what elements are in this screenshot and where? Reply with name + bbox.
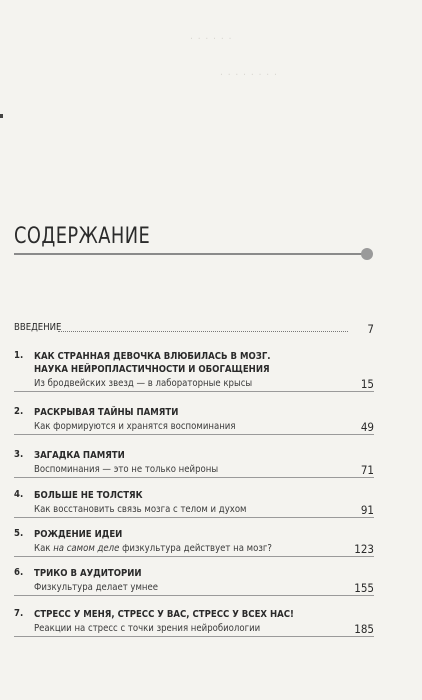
toc-page-number: 155: [354, 581, 374, 595]
toc-entry-intro[interactable]: [14, 322, 374, 338]
page-title: СОДЕРЖАНИЕ: [14, 224, 151, 249]
entry-underline: [14, 391, 374, 392]
chapter-subtitle: Как восстановить связь мозга с телом и духом: [34, 504, 247, 515]
bleed-through-text: · · · · · ·: [190, 34, 233, 45]
chapter-title: ТРИКО В АУДИТОРИИ: [34, 568, 142, 579]
toc-page-number: 71: [360, 463, 374, 477]
chapter-number: 5.: [14, 528, 24, 539]
entry-underline: [14, 517, 374, 518]
chapter-title: РОЖДЕНИЕ ИДЕИ: [34, 529, 123, 540]
chapter-title: [34, 350, 334, 376]
chapter-number: 2.: [14, 406, 24, 417]
chapter-subtitle: Из бродвейских звезд — в лабораторные крысы: [34, 378, 253, 389]
chapter-subtitle-part: физкультура действует на мозг?: [119, 543, 272, 554]
chapter-subtitle: Воспоминания — это не только нейроны: [34, 464, 219, 475]
toc-entry-chapter-3[interactable]: [14, 449, 374, 479]
toc-page-number: 185: [354, 622, 374, 636]
toc-entry-chapter-7[interactable]: [14, 608, 374, 638]
toc-entry-chapter-5[interactable]: [14, 528, 374, 558]
chapter-title: ЗАГАДКА ПАМЯТИ: [34, 450, 125, 461]
chapter-subtitle: [34, 543, 272, 554]
chapter-title: БОЛЬШЕ НЕ ТОЛСТЯК: [34, 490, 143, 501]
toc-page-number: 91: [360, 503, 374, 517]
chapter-number: 4.: [14, 489, 24, 500]
chapter-number: 1.: [14, 350, 24, 361]
toc-page-number: 49: [360, 420, 374, 434]
entry-underline: [14, 595, 374, 596]
chapter-title: СТРЕСС У МЕНЯ, СТРЕСС У ВАС, СТРЕСС У ВСЕХ НАС!: [34, 609, 294, 620]
entry-underline: [14, 477, 374, 478]
toc-page-number: 123: [354, 542, 374, 556]
chapter-number: 3.: [14, 449, 24, 460]
chapter-subtitle: Реакции на стресс с точки зрения нейробиологии: [34, 623, 261, 634]
chapter-title-line-1: КАК СТРАННАЯ ДЕВОЧКА ВЛЮБИЛАСЬ В МОЗГ.: [34, 351, 271, 362]
bleed-through-text: · · · · · · · ·: [220, 70, 278, 81]
chapter-number: 7.: [14, 608, 24, 619]
toc-entry-chapter-4[interactable]: [14, 489, 374, 519]
chapter-subtitle: Физкультура делает умнее: [34, 582, 159, 593]
chapter-subtitle-emphasis: на самом деле: [53, 543, 120, 554]
entry-underline: [14, 434, 374, 435]
chapter-title-line-2: НАУКА НЕЙРОПЛАСТИЧНОСТИ И ОБОГАЩЕНИЯ: [34, 364, 270, 375]
toc-entry-chapter-2[interactable]: [14, 406, 374, 436]
chapter-subtitle: Как формируются и хранятся воспоминания: [34, 421, 236, 432]
toc-page-number: 7: [367, 322, 374, 336]
entry-underline: [14, 636, 374, 637]
toc-entry-label: ВВЕДЕНИЕ: [14, 322, 62, 333]
chapter-title: РАСКРЫВАЯ ТАЙНЫ ПАМЯТИ: [34, 407, 179, 418]
toc-entry-chapter-1[interactable]: [14, 350, 374, 392]
chapter-number: 6.: [14, 567, 24, 578]
toc-page-number: 15: [360, 377, 374, 391]
toc-entry-chapter-6[interactable]: [14, 567, 374, 597]
entry-underline: [14, 556, 374, 557]
chapter-subtitle-part: Как: [34, 543, 54, 554]
dot-leader: [58, 331, 348, 332]
